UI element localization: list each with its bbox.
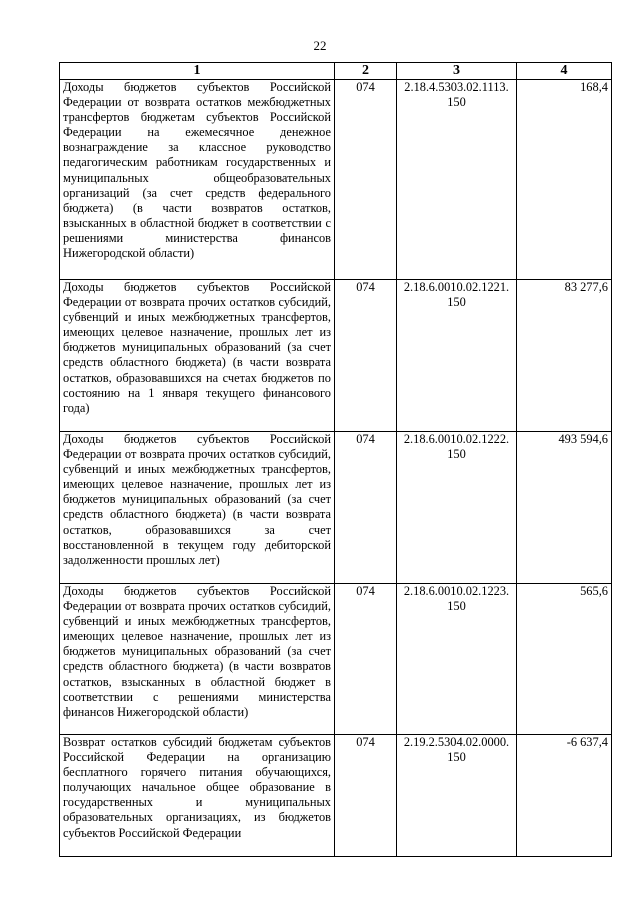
- column-header-description: 1: [60, 63, 335, 80]
- row-classification-code: 2.18.6.0010.02.1222. 150: [397, 432, 517, 584]
- row-classification-code: 2.18.6.0010.02.1223. 150: [397, 584, 517, 735]
- row-admin-code: 074: [335, 735, 397, 857]
- row-admin-code: 074: [335, 80, 397, 280]
- row-admin-code: 074: [335, 432, 397, 584]
- row-description: Доходы бюджетов субъектов Российской Федерации от возврата прочих остатков субсидий, субвенций и иных межбюджетных трансфертов, имеющих целевое назначение, прошлых лет из бюджетов муниципальных образований (за счет средств областного бюджета) (в части возврата остатков, образовавшихся за счет восстановленной в текущем году дебиторской задолженности прошлых лет): [60, 432, 335, 584]
- column-header-admin: 2: [335, 63, 397, 80]
- row-amount: 168,4: [517, 80, 612, 280]
- row-amount: -6 637,4: [517, 735, 612, 857]
- table-row: [60, 280, 612, 432]
- row-amount: 565,6: [517, 584, 612, 735]
- table-row: [60, 432, 612, 584]
- budget-revenue-table: [59, 62, 612, 857]
- row-description: Доходы бюджетов субъектов Российской Федерации от возврата остатков межбюджетных трансфертов бюджетам субъектов Российской Федерации на ежемесячное денежное вознаграждение за классное руководство педагогическим работникам государственных и муниципальных общеобразовательных организаций (за счет средств федерального бюджета) (в части возвратов остатков, взысканных в областной бюджет в соответствии с решениями министерства финансов Нижегородской области): [60, 80, 335, 280]
- row-description: Доходы бюджетов субъектов Российской Федерации от возврата прочих остатков субсидий, субвенций и иных межбюджетных трансфертов, имеющих целевое назначение, прошлых лет из бюджетов муниципальных образований (за счет средств областного бюджета) (в части возврата остатков, образовавшихся на счетах бюджетов по состоянию на 1 января текущего финансового года): [60, 280, 335, 432]
- row-admin-code: 074: [335, 584, 397, 735]
- row-classification-code: 2.19.2.5304.02.0000. 150: [397, 735, 517, 857]
- row-amount: 493 594,6: [517, 432, 612, 584]
- table-header-row: [60, 63, 612, 80]
- page-number: 22: [313, 38, 327, 53]
- table-row: [60, 80, 612, 280]
- row-description: Доходы бюджетов субъектов Российской Федерации от возврата прочих остатков субсидий, субвенций и иных межбюджетных трансфертов, имеющих целевое назначение, прошлых лет из бюджетов муниципальных образований (за счет средств областного бюджета) (в части возвратов остатков, взысканных в областной бюджет в соответствии с решениями министерства финансов Нижегородской области): [60, 584, 335, 735]
- column-header-amount: 4: [517, 63, 612, 80]
- row-description: Возврат остатков субсидий бюджетам субъектов Российской Федерации на организацию бесплатного горячего питания обучающихся, получающих начальное общее образование в государственных и муниципальных образовательных организациях, из бюджетов субъектов Российской Федерации: [60, 735, 335, 857]
- row-classification-code: 2.18.6.0010.02.1221. 150: [397, 280, 517, 432]
- table-row: [60, 584, 612, 735]
- row-classification-code: 2.18.4.5303.02.1113. 150: [397, 80, 517, 280]
- column-header-code: 3: [397, 63, 517, 80]
- row-amount: 83 277,6: [517, 280, 612, 432]
- row-admin-code: 074: [335, 280, 397, 432]
- table-row: [60, 735, 612, 857]
